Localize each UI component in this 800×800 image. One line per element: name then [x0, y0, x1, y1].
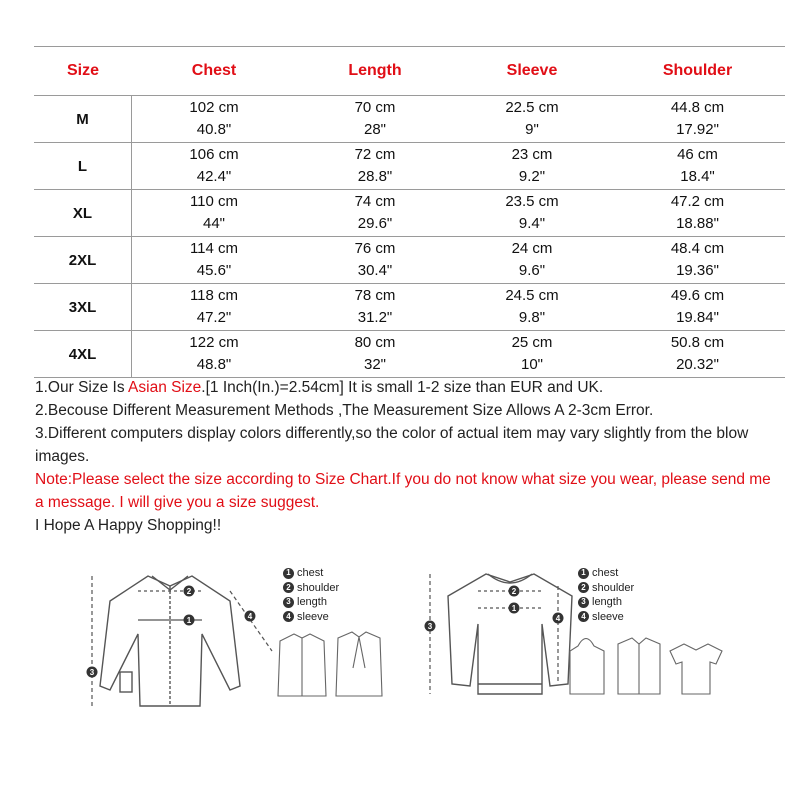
- legend-label: shoulder: [592, 581, 635, 594]
- shoulder-cm: 44.8 cm: [670, 99, 725, 116]
- sleeve-inch: 9": [525, 121, 539, 138]
- note-line-1: [35, 376, 775, 399]
- marker-chest-label: 1: [186, 616, 192, 625]
- marker-sleeve-label: 4: [247, 612, 253, 621]
- chest-cell: [132, 96, 296, 142]
- legend-label: sleeve: [297, 610, 329, 623]
- legend-number: 2: [578, 582, 589, 593]
- chest-inch: 45.6": [196, 262, 232, 279]
- note-line-2: 2.Becouse Different Measurement Methods ,The Measurement Size Allows A 2-3cm Error.: [35, 402, 654, 419]
- sleeve-cell: [454, 331, 610, 377]
- length-cell: [296, 143, 454, 189]
- chest-inch: 48.8": [196, 356, 232, 373]
- shoulder-inch: 19.84": [676, 309, 719, 326]
- chest-cm: 118 cm: [189, 287, 239, 304]
- legend-label: sleeve: [592, 610, 624, 623]
- asian-size-highlight: Asian Size: [128, 379, 202, 396]
- legend-item-sleeve: [578, 610, 634, 625]
- legend-item-shoulder: [578, 581, 634, 596]
- table-row: [34, 143, 785, 190]
- marker-shoulder-label: 2: [186, 587, 192, 596]
- sleeve-cell: [454, 96, 610, 142]
- table-row: [34, 96, 785, 143]
- length-cell: [296, 190, 454, 236]
- length-cell: [296, 237, 454, 283]
- legend-item-shoulder: [283, 581, 339, 596]
- shoulder-cell: [610, 143, 785, 189]
- shoulder-inch: 18.4": [680, 168, 715, 185]
- chest-cm: 102 cm: [189, 99, 239, 116]
- shoulder-cell: [610, 284, 785, 330]
- size-table: [34, 46, 785, 378]
- hoodie-sketch: [570, 639, 604, 695]
- header-shoulder: Shoulder: [662, 62, 733, 79]
- length-inch: 29.6": [357, 215, 393, 232]
- length-inch: 31.2": [357, 309, 393, 326]
- length-cell: [296, 96, 454, 142]
- table-row: [34, 237, 785, 284]
- legend-label: shoulder: [297, 581, 340, 594]
- sleeve-cell: [454, 143, 610, 189]
- chest-cell: [132, 190, 296, 236]
- note-line-3: 3.Different computers display colors differently,so the color of actual item may vary slightly from the blow images.: [35, 425, 749, 465]
- legend-label: length: [592, 596, 622, 608]
- table-header-row: [34, 47, 785, 96]
- header-size: Size: [66, 62, 99, 79]
- chest-cell: [132, 284, 296, 330]
- chest-inch: 44": [202, 215, 225, 232]
- legend-number: 4: [283, 611, 294, 622]
- size-label: 4XL: [34, 331, 132, 377]
- size-label: L: [34, 143, 132, 189]
- sleeve-cm: 23 cm: [511, 146, 553, 163]
- size-notes: [35, 376, 775, 537]
- note-1-prefix: 1.Our Size Is: [35, 379, 129, 396]
- shoulder-cell: [610, 331, 785, 377]
- header-chest: Chest: [191, 62, 237, 79]
- sleeve-inch: 9.6": [518, 262, 546, 279]
- legend-number: 2: [283, 582, 294, 593]
- sleeve-cm: 25 cm: [511, 334, 553, 351]
- shirt-sketch: [80, 556, 410, 716]
- legend-label: chest: [592, 567, 619, 579]
- header-length: Length: [348, 62, 402, 79]
- length-cell: [296, 284, 454, 330]
- chest-cm: 106 cm: [189, 146, 239, 163]
- shoulder-cm: 49.6 cm: [670, 287, 725, 304]
- note-1-suffix: .[1 Inch(In.)=2.54cm] It is small 1-2 size than EUR and UK.: [201, 379, 604, 396]
- sleeve-cell: [454, 284, 610, 330]
- sweater-legend: [578, 566, 634, 624]
- shoulder-inch: 20.32": [676, 356, 719, 373]
- legend-item-chest: [283, 566, 339, 581]
- chest-cm: 122 cm: [189, 334, 239, 351]
- legend-item-length: [283, 595, 339, 610]
- length-cm: 78 cm: [354, 287, 396, 304]
- shoulder-cm: 50.8 cm: [670, 334, 725, 351]
- shoulder-cm: 47.2 cm: [670, 193, 725, 210]
- length-cm: 80 cm: [354, 334, 396, 351]
- chest-cm: 114 cm: [189, 240, 239, 257]
- legend-item-sleeve: [283, 610, 339, 625]
- legend-item-chest: [578, 566, 634, 581]
- shoulder-cm: 46 cm: [677, 146, 718, 163]
- legend-number: 3: [578, 597, 589, 608]
- chest-cell: [132, 237, 296, 283]
- marker-length-label: 3: [89, 668, 95, 677]
- sleeve-inch: 9.4": [518, 215, 546, 232]
- legend-number: 1: [578, 568, 589, 579]
- length-cm: 74 cm: [354, 193, 396, 210]
- marker-length-label: 3: [427, 622, 433, 631]
- length-cell: [296, 331, 454, 377]
- sleeve-inch: 9.2": [518, 168, 546, 185]
- chest-inch: 42.4": [196, 168, 232, 185]
- size-label: 3XL: [34, 284, 132, 330]
- table-row: [34, 284, 785, 331]
- header-sleeve: Sleeve: [506, 62, 558, 79]
- shoulder-cell: [610, 190, 785, 236]
- size-label: 2XL: [34, 237, 132, 283]
- legend-number: 3: [283, 597, 294, 608]
- length-cm: 70 cm: [354, 99, 396, 116]
- shoulder-cell: [610, 96, 785, 142]
- shoulder-cell: [610, 237, 785, 283]
- note-warning: Note:Please select the size according to Size Chart.If you do not know what size you wear, please send me a message. I will give you a size suggest.: [35, 471, 771, 511]
- table-row: [34, 190, 785, 237]
- marker-sleeve-label: 4: [555, 614, 561, 623]
- sleeve-inch: 9.8": [518, 309, 546, 326]
- chest-cell: [132, 143, 296, 189]
- size-label: M: [34, 96, 132, 142]
- sleeve-cell: [454, 190, 610, 236]
- marker-chest-label: 1: [511, 604, 517, 613]
- chest-cell: [132, 331, 296, 377]
- chest-cm: 110 cm: [189, 193, 239, 210]
- blazer-sketch: [336, 632, 382, 696]
- marker-shoulder-label: 2: [511, 587, 517, 596]
- length-inch: 28": [363, 121, 386, 138]
- sleeve-cm: 24 cm: [511, 240, 553, 257]
- legend-number: 4: [578, 611, 589, 622]
- shoulder-cm: 48.4 cm: [670, 240, 725, 257]
- shirt-legend: [283, 566, 339, 624]
- length-inch: 32": [363, 356, 386, 373]
- shoulder-inch: 17.92": [676, 121, 719, 138]
- closing-line: I Hope A Happy Shopping!!: [35, 517, 222, 534]
- chest-inch: 47.2": [196, 309, 232, 326]
- sleeve-cm: 23.5 cm: [505, 193, 559, 210]
- legend-number: 1: [283, 568, 294, 579]
- shirt-measurement-diagram: [80, 556, 410, 716]
- legend-label: length: [297, 596, 327, 608]
- size-label: XL: [34, 190, 132, 236]
- length-inch: 30.4": [357, 262, 393, 279]
- shoulder-inch: 19.36": [676, 262, 719, 279]
- length-cm: 76 cm: [354, 240, 396, 257]
- legend-item-length: [578, 595, 634, 610]
- sleeve-cm: 24.5 cm: [505, 287, 559, 304]
- sleeve-cell: [454, 237, 610, 283]
- sweater-measurement-diagram: [418, 556, 758, 716]
- shoulder-inch: 18.88": [676, 215, 719, 232]
- legend-label: chest: [297, 567, 324, 579]
- sleeve-cm: 22.5 cm: [505, 99, 559, 116]
- length-inch: 28.8": [357, 168, 393, 185]
- length-cm: 72 cm: [354, 146, 396, 163]
- tshirt-sketch: [670, 644, 722, 694]
- chest-inch: 40.8": [196, 121, 232, 138]
- sleeve-inch: 10": [520, 356, 543, 373]
- table-row: [34, 331, 785, 377]
